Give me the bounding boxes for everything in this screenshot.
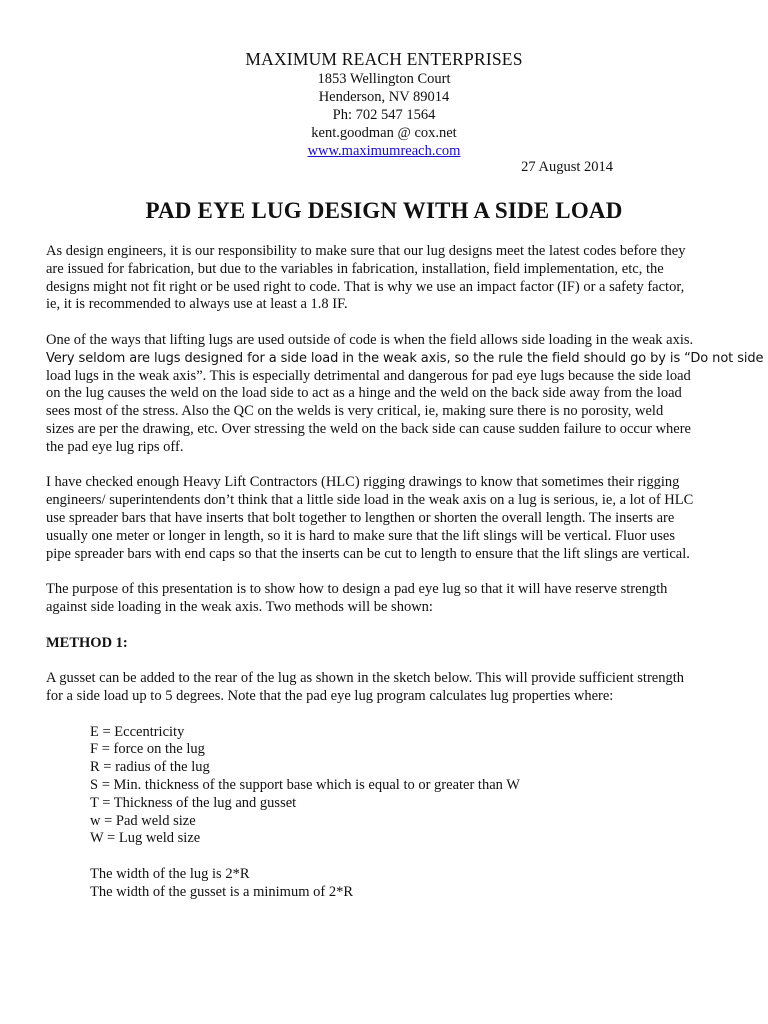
paragraph-line: As design engineers, it is our responsibility to make sure that our lug designs meet the latest codes before they bbox=[46, 243, 686, 259]
website-link[interactable]: www.maximumreach.com bbox=[307, 143, 461, 159]
paragraph-line: Very seldom are lugs designed for a side load in the weak axis, so the rule the field should go by is “Do not side bbox=[46, 350, 764, 366]
definition-item: F = force on the lug bbox=[90, 741, 205, 758]
phone-number: Ph: 702 547 1564 bbox=[332, 107, 436, 123]
document-title: PAD EYE LUG DESIGN WITH A SIDE LOAD bbox=[145, 198, 623, 223]
paragraph-line: engineers/ superintendents don’t think that a little side load in the weak axis on a lug is serious, ie, a lot of HLC bbox=[46, 492, 694, 509]
paragraph-line: One of the ways that lifting lugs are used outside of code is when the field allows side loading in the weak axis. bbox=[46, 331, 694, 348]
paragraph-line: I have checked enough Heavy Lift Contractors (HLC) rigging drawings to know that sometimes their rigging bbox=[46, 474, 680, 491]
paragraph-line: designs might not fit right or be used right to code. That is why we use an impact factor (IF) or a safety factor, bbox=[46, 278, 685, 295]
paragraph-line: load lugs in the weak axis”. This is especially detrimental and dangerous for pad eye lugs because the side load bbox=[46, 367, 691, 384]
paragraph-line: the pad eye lug rips off. bbox=[46, 438, 184, 455]
paragraph-line: sees most of the stress. Also the QC on the welds is very critical, ie, making sure there is no porosity, weld bbox=[46, 403, 664, 420]
note-item: The width of the gusset is a minimum of 2*R bbox=[90, 883, 353, 900]
paragraph-line: ie, it is recommended to always use at least a 1.8 IF. bbox=[46, 296, 348, 313]
definition-item: w = Pad weld size bbox=[90, 812, 196, 829]
note-item: The width of the lug is 2*R bbox=[90, 865, 250, 882]
email-address: kent.goodman @ cox.net bbox=[311, 125, 457, 141]
address-city: Henderson, NV 89014 bbox=[318, 89, 450, 105]
paragraph-line: usually one meter or longer in length, so it is hard to make sure that the lift slings will be vertical. Fluor uses bbox=[46, 527, 676, 544]
paragraph-intro bbox=[46, 243, 726, 314]
paragraph-line: A gusset can be added to the rear of the lug as shown in the sketch below. This will provide sufficient strength bbox=[46, 670, 684, 687]
definition-list bbox=[90, 724, 726, 849]
paragraph-line: use spreader bars that have inserts that bolt together to lengthen or shorten the overall length. The inserts are bbox=[46, 509, 675, 526]
paragraph-hlc bbox=[46, 474, 726, 563]
paragraph-purpose bbox=[46, 581, 726, 617]
document-date: 27 August 2014 bbox=[521, 159, 613, 175]
paragraph-line: on the lug causes the weld on the load side to act as a hinge and the weld on the back side away from the load bbox=[46, 385, 682, 402]
paragraph-gusset bbox=[46, 670, 726, 706]
definition-item: T = Thickness of the lug and gusset bbox=[90, 794, 297, 811]
company-name: MAXIMUM REACH ENTERPRISES bbox=[245, 49, 523, 69]
definition-item: E = Eccentricity bbox=[90, 723, 185, 740]
paragraph-side-loading bbox=[46, 331, 764, 457]
definition-item: S = Min. thickness of the support base which is equal to or greater than W bbox=[90, 776, 520, 793]
paragraph-line: against side loading in the weak axis. Two methods will be shown: bbox=[46, 598, 433, 615]
definition-item: R = radius of the lug bbox=[90, 759, 210, 776]
letterhead bbox=[0, 48, 768, 160]
paragraph-line: sizes are per the drawing, etc. Over stressing the weld on the back side can cause sudden failure to occur where bbox=[46, 420, 691, 437]
address-street: 1853 Wellington Court bbox=[317, 71, 451, 87]
method-heading: METHOD 1: bbox=[46, 634, 128, 651]
paragraph-line: The purpose of this presentation is to show how to design a pad eye lug so that it will have reserve strength bbox=[46, 581, 668, 598]
paragraph-line: pipe spreader bars with end caps so that the inserts can be cut to length to ensure that the lift slings are vertical. bbox=[46, 545, 690, 562]
document-body bbox=[46, 243, 764, 901]
definition-item: W = Lug weld size bbox=[90, 830, 201, 847]
width-notes bbox=[90, 866, 726, 902]
paragraph-line: are issued for fabrication, but due to the variables in fabrication, installation, field implementation, etc, the bbox=[46, 260, 664, 277]
paragraph-line: for a side load up to 5 degrees. Note that the pad eye lug program calculates lug properties where: bbox=[46, 687, 614, 704]
